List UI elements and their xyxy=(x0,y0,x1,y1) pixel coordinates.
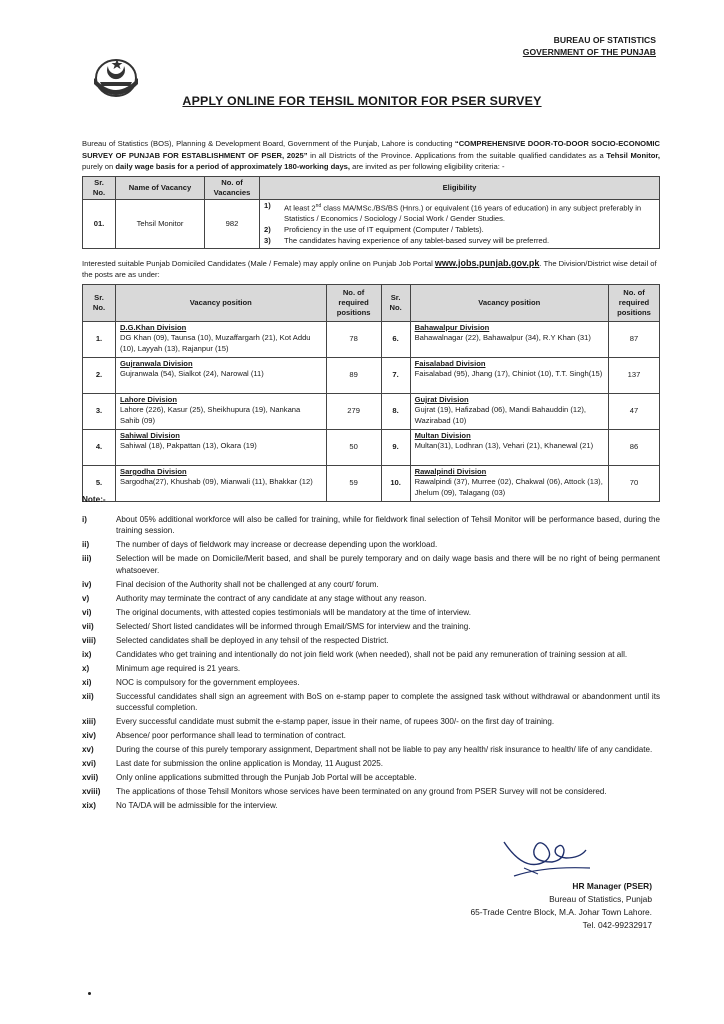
division-name: Gujranwala Division xyxy=(120,359,193,368)
notes-heading: Note:- xyxy=(82,495,106,504)
notes-list xyxy=(82,514,660,814)
division-name: Gujrat Division xyxy=(414,395,469,404)
note-number: iv) xyxy=(82,579,92,589)
note-number: i) xyxy=(82,515,87,524)
note-number: xviii) xyxy=(82,787,101,797)
list-item xyxy=(82,800,660,811)
vacancy-count: 982 xyxy=(205,200,260,249)
division-table-header xyxy=(83,285,660,322)
punjab-government-emblem-icon xyxy=(88,48,144,100)
note-number: xv) xyxy=(82,745,94,755)
vacancy-sr: 01. xyxy=(83,200,116,249)
scan-speck xyxy=(88,992,91,995)
note-number: xvii) xyxy=(82,773,99,783)
eligibility-criteria-list xyxy=(262,201,657,247)
header-sr-no-right: Sr. No. xyxy=(381,285,410,322)
vacancy-name: Tehsil Monitor xyxy=(116,200,205,249)
division-name: Sargodha Division xyxy=(120,467,187,476)
list-item xyxy=(82,786,660,797)
note-text: About 05% additional workforce will also be called for training, while for fieldwork final selection of Tehsil Monitor will be performance based, during the training session. xyxy=(116,515,660,536)
division-positions: 78 xyxy=(326,322,381,358)
header-positions-left: No. of required positions xyxy=(326,285,381,322)
division-name: Sahiwal Division xyxy=(120,431,180,440)
division-positions: 59 xyxy=(326,466,381,502)
division-districts: Sahiwal (18), Pakpattan (13), Okara (19) xyxy=(120,441,257,451)
note-text: Absence/ poor performance shall lead to termination of contract. xyxy=(116,731,346,741)
portal-text-pre: Interested suitable Punjab Domiciled Candidates (Male / Female) may apply online on Punjab Job Portal xyxy=(82,259,435,268)
note-number: viii) xyxy=(82,635,96,645)
criteria-text: Proficiency in the use of IT equipment (Computer / Tablets). xyxy=(284,225,484,235)
note-text: The applications of those Tehsil Monitors whose services have been terminated on any ground from PSER Survey will not be considered. xyxy=(116,787,607,797)
note-number: xiii) xyxy=(82,717,96,727)
job-portal-link[interactable]: www.jobs.punjab.gov.pk xyxy=(434,258,540,268)
table-row xyxy=(83,466,660,502)
division-positions: 47 xyxy=(609,394,660,430)
intro-paragraph xyxy=(82,138,660,173)
list-item xyxy=(82,663,660,674)
criteria-text-post: class MA/MSc./BS/BS (Hnrs.) or equivalent (16 years of education) in any subject preferably in Statistics / Economics / Sociology / Social Work / Gender Studies. xyxy=(284,203,642,224)
list-item xyxy=(82,621,660,632)
intro-role: Tehsil Monitor, xyxy=(606,150,661,160)
signatory-address: 65-Trade Centre Block, M.A. Johar Town Lahore. xyxy=(470,907,652,917)
division-sr: 2. xyxy=(83,358,116,394)
criteria-superscript: nd xyxy=(315,203,322,209)
division-positions: 70 xyxy=(609,466,660,502)
signatory-phone: Tel. 042-99232917 xyxy=(582,920,652,930)
note-text: Authority may terminate the contract of any candidate at any stage without any reason. xyxy=(116,593,427,603)
note-text: Final decision of the Authority shall not be challenged at any court/ forum. xyxy=(116,579,379,589)
division-name: Faisalabad Division xyxy=(414,359,486,368)
division-districts: Rawalpindi (37), Murree (02), Chakwal (06), Attock (13), Jhelum (09), Talagang (03) xyxy=(414,477,603,497)
division-sr: 5. xyxy=(83,466,116,502)
signatory-org: Bureau of Statistics, Punjab xyxy=(549,894,652,904)
list-item xyxy=(82,579,660,590)
division-districts: Bahawalnagar (22), Bahawalpur (34), R.Y Khan (31) xyxy=(414,333,591,343)
intro-survey-name: “COMPREHENSIVE DOOR-TO-DOOR SOCIO-ECONOMIC SURVEY OF PUNJAB FOR ESTABLISHMENT OF PSER, 2025” xyxy=(82,139,661,160)
note-text: Only online applications submitted through the Punjab Job Portal will be acceptable. xyxy=(116,773,417,783)
header-vacancy-position-right: Vacancy position xyxy=(410,285,608,322)
page-title: APPLY ONLINE FOR TEHSIL MONITOR FOR PSER SURVEY xyxy=(182,94,542,108)
list-item xyxy=(82,649,660,660)
division-sr: 3. xyxy=(83,394,116,430)
bureau-header xyxy=(523,34,656,58)
division-name: Lahore Division xyxy=(120,395,177,404)
division-positions: 50 xyxy=(326,430,381,466)
list-item xyxy=(82,772,660,783)
division-name: Multan Division xyxy=(414,431,471,440)
list-item xyxy=(82,593,660,604)
division-vacancy-cell xyxy=(116,466,327,502)
intro-text-2: in all Districts of the Province. Applications from the suitable qualified candidates as a xyxy=(307,150,607,160)
note-text: The number of days of fieldwork may increase or decrease depending upon the workload. xyxy=(116,540,438,550)
criteria-text: The candidates having experience of any tablet-based survey will be preferred. xyxy=(284,235,550,245)
list-item xyxy=(82,744,660,755)
list-item xyxy=(82,677,660,688)
note-text: During the course of this purely temporary assignment, Department shall not be liable to pay any health/ risk insurance to health/ life of any candidate. xyxy=(116,745,653,755)
division-vacancy-cell xyxy=(410,466,608,502)
note-number: iii) xyxy=(82,554,92,564)
note-text: Selection will be made on Domicile/Merit based, and shall be purely temporary and on daily wage basis and there will be no right of being permanent whatsoever. xyxy=(116,554,660,575)
division-sr: 8. xyxy=(381,394,410,430)
note-number: v) xyxy=(82,593,90,603)
note-text: No TA/DA will be admissible for the interview. xyxy=(116,801,278,811)
division-vacancy-cell xyxy=(410,430,608,466)
list-item xyxy=(82,691,660,714)
division-sr: 10. xyxy=(381,466,410,502)
division-positions: 137 xyxy=(609,358,660,394)
division-districts: Multan(31), Lodhran (13), Vehari (21), Khanewal (21) xyxy=(414,441,594,451)
bureau-name: BUREAU OF STATISTICS xyxy=(553,35,656,45)
division-name: Bahawalpur Division xyxy=(414,323,490,332)
header-sr-no: Sr. No. xyxy=(83,177,116,200)
list-item xyxy=(82,730,660,741)
note-text: Selected candidates shall be deployed in any tehsil of the respected District. xyxy=(116,635,389,645)
table-row xyxy=(83,394,660,430)
criteria-number: 2) xyxy=(264,225,271,235)
header-positions-right: No. of required positions xyxy=(609,285,660,322)
division-vacancy-cell xyxy=(410,358,608,394)
division-positions: 279 xyxy=(326,394,381,430)
list-item xyxy=(82,539,660,550)
note-text: Minimum age required is 21 years. xyxy=(116,663,241,673)
intro-text-1: Bureau of Statistics (BOS), Planning & Development Board, Government of the Punjab, Lahore is conducting xyxy=(82,139,455,148)
table-row xyxy=(83,430,660,466)
division-districts: Lahore (226), Kasur (25), Sheikhupura (19), Nankana Sahib (09) xyxy=(120,405,301,425)
note-number: xvi) xyxy=(82,759,96,769)
list-item xyxy=(82,514,660,537)
note-number: xii) xyxy=(82,691,94,701)
list-item xyxy=(82,635,660,646)
vacancy-table-header xyxy=(83,177,660,200)
list-item xyxy=(262,201,657,225)
division-sr: 7. xyxy=(381,358,410,394)
note-number: ii) xyxy=(82,540,90,550)
list-item xyxy=(82,607,660,618)
division-vacancy-cell xyxy=(116,394,327,430)
intro-basis: daily wage basis for a period of approximately 180-working days, xyxy=(115,162,350,172)
note-number: vi) xyxy=(82,607,92,617)
list-item xyxy=(82,553,660,576)
note-text: NOC is compulsory for the government employees. xyxy=(116,677,300,687)
note-number: xiv) xyxy=(82,731,96,741)
division-vacancy-cell xyxy=(116,430,327,466)
note-text: Candidates who get training and intentionally do not join field work (when needed), shall not be paid any remuneration of training session at all. xyxy=(116,649,628,659)
intro-text-3: purely on xyxy=(82,162,116,172)
vacancy-table xyxy=(82,176,660,249)
header-eligibility: Eligibility xyxy=(260,177,660,200)
division-sr: 6. xyxy=(381,322,410,358)
division-vacancy-cell xyxy=(410,322,608,358)
division-districts: Faisalabad (95), Jhang (17), Chiniot (10), T.T. Singh(15) xyxy=(414,369,603,379)
division-table xyxy=(82,284,660,502)
division-sr: 9. xyxy=(381,430,410,466)
table-row xyxy=(83,200,660,249)
division-vacancy-cell xyxy=(116,358,327,394)
note-text: Every successful candidate must submit the e-stamp paper, issue in their name, of rupees 300/- on the first day of training. xyxy=(116,717,555,727)
signatory-title: HR Manager (PSER) xyxy=(572,881,652,891)
division-sr: 1. xyxy=(83,322,116,358)
list-item xyxy=(82,758,660,769)
division-districts: Sargodha(27), Khushab (09), Mianwali (11), Bhakkar (12) xyxy=(120,477,313,487)
criteria-number: 3) xyxy=(264,235,271,245)
division-sr: 4. xyxy=(83,430,116,466)
division-vacancy-cell xyxy=(116,322,327,358)
division-positions: 89 xyxy=(326,358,381,394)
division-vacancy-cell xyxy=(410,394,608,430)
header-vacancy-name: Name of Vacancy xyxy=(116,177,205,200)
header-sr-no-left: Sr. No. xyxy=(83,285,116,322)
division-districts: Gujranwala (54), Sialkot (24), Narowal (11) xyxy=(120,369,264,379)
note-number: xi) xyxy=(82,677,92,687)
division-positions: 86 xyxy=(609,430,660,466)
note-number: vii) xyxy=(82,621,94,631)
eligibility-cell xyxy=(260,200,660,249)
criteria-text xyxy=(282,201,657,225)
table-row xyxy=(83,322,660,358)
note-text: The original documents, with attested copies testimonials will be mandatory at the time of interview. xyxy=(116,607,471,617)
division-name: Rawalpindi Division xyxy=(414,467,487,476)
handwritten-signature-icon xyxy=(494,832,596,882)
division-name: D.G.Khan Division xyxy=(120,323,187,332)
note-number: x) xyxy=(82,663,90,673)
note-text: Successful candidates shall sign an agreement with BoS on e-stamp paper to complete the assigned task without withdrawal or abandonment until its successful completion. xyxy=(116,691,660,713)
note-number: xix) xyxy=(82,801,96,811)
header-vacancy-position-left: Vacancy position xyxy=(116,285,327,322)
note-text: Last date for submission the online application is Monday, 11 August 2025. xyxy=(116,759,383,769)
criteria-number: 1) xyxy=(264,201,271,210)
list-item xyxy=(262,225,657,236)
portal-text-post: . The Division/District wise detail of the posts are as under: xyxy=(82,259,657,279)
division-districts: DG Khan (09), Taunsa (10), Muzaffargarh (21), Kot Addu (10), Layyah (13), Rajanpur (15) xyxy=(120,333,311,353)
list-item xyxy=(262,236,657,247)
division-positions: 87 xyxy=(609,322,660,358)
list-item xyxy=(82,716,660,727)
portal-paragraph xyxy=(82,258,660,280)
signature-block xyxy=(470,880,652,932)
division-table-body xyxy=(83,322,660,502)
intro-text-4: are invited as per following eligibility criteria: - xyxy=(350,162,505,172)
criteria-text-pre: At least 2 xyxy=(284,203,316,213)
note-text: Selected/ Short listed candidates will be informed through Email/SMS for interview and the training. xyxy=(116,621,471,631)
table-row xyxy=(83,358,660,394)
government-name: GOVERNMENT OF THE PUNJAB xyxy=(522,47,656,57)
header-vacancies-count: No. of Vacancies xyxy=(205,177,260,200)
note-number: ix) xyxy=(82,649,92,659)
division-districts: Gujrat (19), Hafizabad (06), Mandi Bahauddin (12), Wazirabad (10) xyxy=(414,405,586,425)
